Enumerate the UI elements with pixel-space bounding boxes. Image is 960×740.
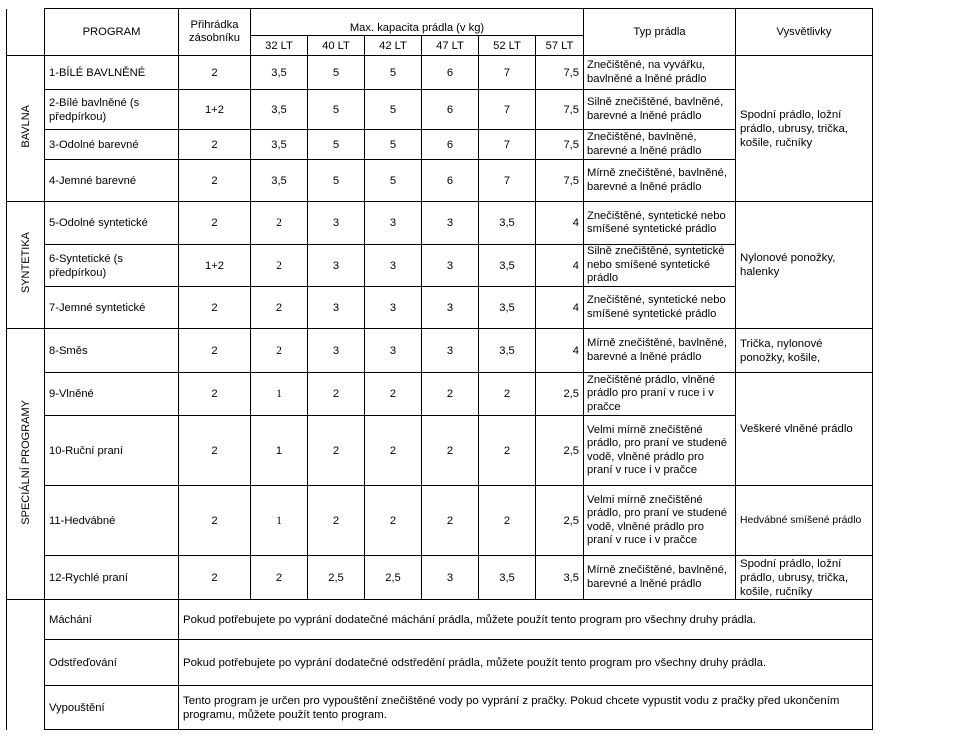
capacity-value: 2 [365, 486, 422, 556]
program-name: 1-BÍLÉ BAVLNĚNÉ [45, 56, 179, 90]
capacity-value: 2,5 [536, 373, 584, 416]
extra-row [7, 640, 873, 686]
capacity-value: 2 [365, 416, 422, 486]
drawer-value: 2 [179, 416, 251, 486]
capacity-value: 7,5 [536, 90, 584, 130]
drawer-value: 2 [179, 160, 251, 202]
header-size: 32 LT [251, 36, 308, 56]
extra-row [7, 686, 873, 730]
extra-text: Tento program je určen pro vypouštění znečištěné vody po vyprání z pračky. Pokud chcete vypustit vodu z pračky před ukončením programu, můžete použít tento program. [179, 686, 873, 730]
header-row-1 [7, 9, 873, 36]
laundry-type: Znečištěné, na vyvářku, bavlněné a lněné prádlo [584, 56, 736, 90]
capacity-value: 5 [308, 90, 365, 130]
capacity-value: 2 [365, 373, 422, 416]
program-name: 6-Syntetické (s předpírkou) [45, 245, 179, 287]
corner-cell [7, 9, 45, 56]
drawer-value: 2 [179, 287, 251, 329]
drawer-value: 2 [179, 373, 251, 416]
laundry-type: Mírně znečištěné, bavlněné, barevné a lněné prádlo [584, 160, 736, 202]
blank-cell [7, 686, 45, 730]
capacity-value: 1 [251, 416, 308, 486]
program-name: 9-Vlněné [45, 373, 179, 416]
program-name: 10-Ruční praní [45, 416, 179, 486]
capacity-value: 3 [365, 245, 422, 287]
laundry-type: Znečištěné, syntetické nebo smíšené syntetické prádlo [584, 202, 736, 245]
laundry-type: Silně znečištěné, bavlněné, barevné a lněné prádlo [584, 90, 736, 130]
program-name: 3-Odolné barevné [45, 130, 179, 160]
capacity-value: 2 [422, 416, 479, 486]
capacity-value: 7,5 [536, 56, 584, 90]
program-name: 5-Odolné syntetické [45, 202, 179, 245]
laundry-type: Velmi mírně znečištěné prádlo, pro praní ve studené vodě, vlněné prádlo pro praní v ruce i v pračce [584, 486, 736, 556]
capacity-value: 6 [422, 90, 479, 130]
capacity-value: 5 [308, 56, 365, 90]
program-row [7, 56, 873, 90]
capacity-value: 3 [422, 556, 479, 600]
drawer-value: 1+2 [179, 245, 251, 287]
capacity-value: 3 [422, 245, 479, 287]
capacity-value: 2 [251, 329, 308, 373]
program-table-document [6, 8, 873, 730]
capacity-value: 3 [422, 329, 479, 373]
group-special: SPECIÁLNÍ PROGRAMY [7, 329, 45, 600]
capacity-value: 5 [365, 90, 422, 130]
drawer-value: 2 [179, 202, 251, 245]
drawer-value: 2 [179, 329, 251, 373]
group-bavlna: BAVLNA [7, 56, 45, 202]
laundry-type: Znečištěné, syntetické nebo smíšené syntetické prádlo [584, 287, 736, 329]
explanation-bavlna: Spodní prádlo, ložní prádlo, ubrusy, trička, košile, ručníky [736, 56, 873, 202]
capacity-value: 3,5 [479, 245, 536, 287]
capacity-value: 7,5 [536, 130, 584, 160]
capacity-value: 3 [365, 202, 422, 245]
capacity-value: 3,5 [479, 287, 536, 329]
capacity-value: 3,5 [479, 202, 536, 245]
drawer-value: 2 [179, 130, 251, 160]
explanation-hedvabi: Hedvábné smíšené prádlo [736, 486, 873, 556]
explanation-rychle: Spodní prádlo, ložní prádlo, ubrusy, trička, košile, ručníky [736, 556, 873, 600]
capacity-value: 2 [422, 486, 479, 556]
program-name: 8-Směs [45, 329, 179, 373]
capacity-value: 1 [251, 486, 308, 556]
program-row [7, 486, 873, 556]
capacity-value: 3,5 [251, 130, 308, 160]
capacity-value: 5 [365, 56, 422, 90]
capacity-value: 3,5 [536, 556, 584, 600]
group-syntetika: SYNTETIKA [7, 202, 45, 329]
header-explanations: Vysvětlivky [736, 9, 873, 56]
capacity-value: 2,5 [308, 556, 365, 600]
capacity-value: 2 [479, 486, 536, 556]
capacity-value: 3 [365, 287, 422, 329]
capacity-value: 2 [479, 416, 536, 486]
capacity-value: 3 [422, 287, 479, 329]
capacity-value: 1 [251, 373, 308, 416]
capacity-value: 7 [479, 56, 536, 90]
capacity-value: 3 [308, 202, 365, 245]
capacity-value: 2 [308, 486, 365, 556]
capacity-value: 3 [308, 245, 365, 287]
header-size: 57 LT [536, 36, 584, 56]
capacity-value: 2 [422, 373, 479, 416]
laundry-type: Mírně znečištěné, bavlněné, barevné a lněné prádlo [584, 329, 736, 373]
capacity-value: 3,5 [251, 90, 308, 130]
capacity-value: 3,5 [251, 160, 308, 202]
capacity-value: 6 [422, 56, 479, 90]
capacity-value: 2 [251, 245, 308, 287]
extra-name: Máchání [45, 600, 179, 640]
capacity-value: 5 [365, 130, 422, 160]
extra-name: Odstřeďování [45, 640, 179, 686]
capacity-value: 3 [308, 329, 365, 373]
capacity-value: 2,5 [536, 416, 584, 486]
program-row [7, 329, 873, 373]
capacity-value: 3 [422, 202, 479, 245]
capacity-value: 7 [479, 90, 536, 130]
header-size: 52 LT [479, 36, 536, 56]
header-type: Typ prádla [584, 9, 736, 56]
capacity-value: 6 [422, 130, 479, 160]
capacity-value: 5 [365, 160, 422, 202]
header-size: 47 LT [422, 36, 479, 56]
laundry-type: Mírně znečištěné, bavlněné, barevné a lněné prádlo [584, 556, 736, 600]
explanation-smes: Trička, nylonové ponožky, košile, [736, 329, 873, 373]
extra-text: Pokud potřebujete po vyprání dodatečné odstředění prádla, můžete použít tento program pro všechny druhy prádla. [179, 640, 873, 686]
capacity-value: 7 [479, 130, 536, 160]
capacity-value: 2 [251, 287, 308, 329]
header-size: 40 LT [308, 36, 365, 56]
capacity-value: 3,5 [251, 56, 308, 90]
capacity-value: 5 [308, 130, 365, 160]
header-capacity: Max. kapacita prádla (v kg) [251, 9, 584, 36]
capacity-value: 3,5 [479, 329, 536, 373]
program-name: 7-Jemné syntetické [45, 287, 179, 329]
program-name: 11-Hedvábné [45, 486, 179, 556]
capacity-value: 7,5 [536, 160, 584, 202]
program-name: 12-Rychlé praní [45, 556, 179, 600]
program-row [7, 556, 873, 600]
capacity-value: 4 [536, 202, 584, 245]
program-row [7, 373, 873, 416]
program-table [6, 8, 873, 730]
capacity-value: 2 [479, 373, 536, 416]
capacity-value: 4 [536, 329, 584, 373]
program-row [7, 202, 873, 245]
header-program: PROGRAM [45, 9, 179, 56]
header-drawer: Přihrádka zásobníku [179, 9, 251, 56]
explanation-vlna: Veškeré vlněné prádlo [736, 373, 873, 486]
program-name: 2-Bílé bavlněné (s předpírkou) [45, 90, 179, 130]
capacity-value: 4 [536, 245, 584, 287]
capacity-value: 2 [308, 416, 365, 486]
drawer-value: 2 [179, 556, 251, 600]
drawer-value: 2 [179, 486, 251, 556]
capacity-value: 7 [479, 160, 536, 202]
extra-name: Vypouštění [45, 686, 179, 730]
laundry-type: Silně znečištěné, syntetické nebo smíšené syntetické prádlo [584, 245, 736, 287]
capacity-value: 3 [308, 287, 365, 329]
capacity-value: 6 [422, 160, 479, 202]
capacity-value: 2 [308, 373, 365, 416]
blank-cell [7, 640, 45, 686]
program-name: 4-Jemné barevné [45, 160, 179, 202]
capacity-value: 3,5 [479, 556, 536, 600]
capacity-value: 2 [251, 202, 308, 245]
header-size: 42 LT [365, 36, 422, 56]
extra-text: Pokud potřebujete po vyprání dodatečné máchání prádla, můžete použít tento program pro všechny druhy prádla. [179, 600, 873, 640]
laundry-type: Znečištěné, bavlněné, barevné a lněné prádlo [584, 130, 736, 160]
capacity-value: 2,5 [536, 486, 584, 556]
drawer-value: 2 [179, 56, 251, 90]
laundry-type: Velmi mírně znečištěné prádlo, pro praní ve studené vodě, vlněné prádlo pro praní v ruce i v pračce [584, 416, 736, 486]
capacity-value: 4 [536, 287, 584, 329]
explanation-syntetika: Nylonové ponožky, halenky [736, 202, 873, 329]
capacity-value: 2,5 [365, 556, 422, 600]
capacity-value: 2 [251, 556, 308, 600]
blank-cell [7, 600, 45, 640]
capacity-value: 5 [308, 160, 365, 202]
drawer-value: 1+2 [179, 90, 251, 130]
extra-row [7, 600, 873, 640]
capacity-value: 3 [365, 329, 422, 373]
laundry-type: Znečištěné prádlo, vlněné prádlo pro praní v ruce i v pračce [584, 373, 736, 416]
